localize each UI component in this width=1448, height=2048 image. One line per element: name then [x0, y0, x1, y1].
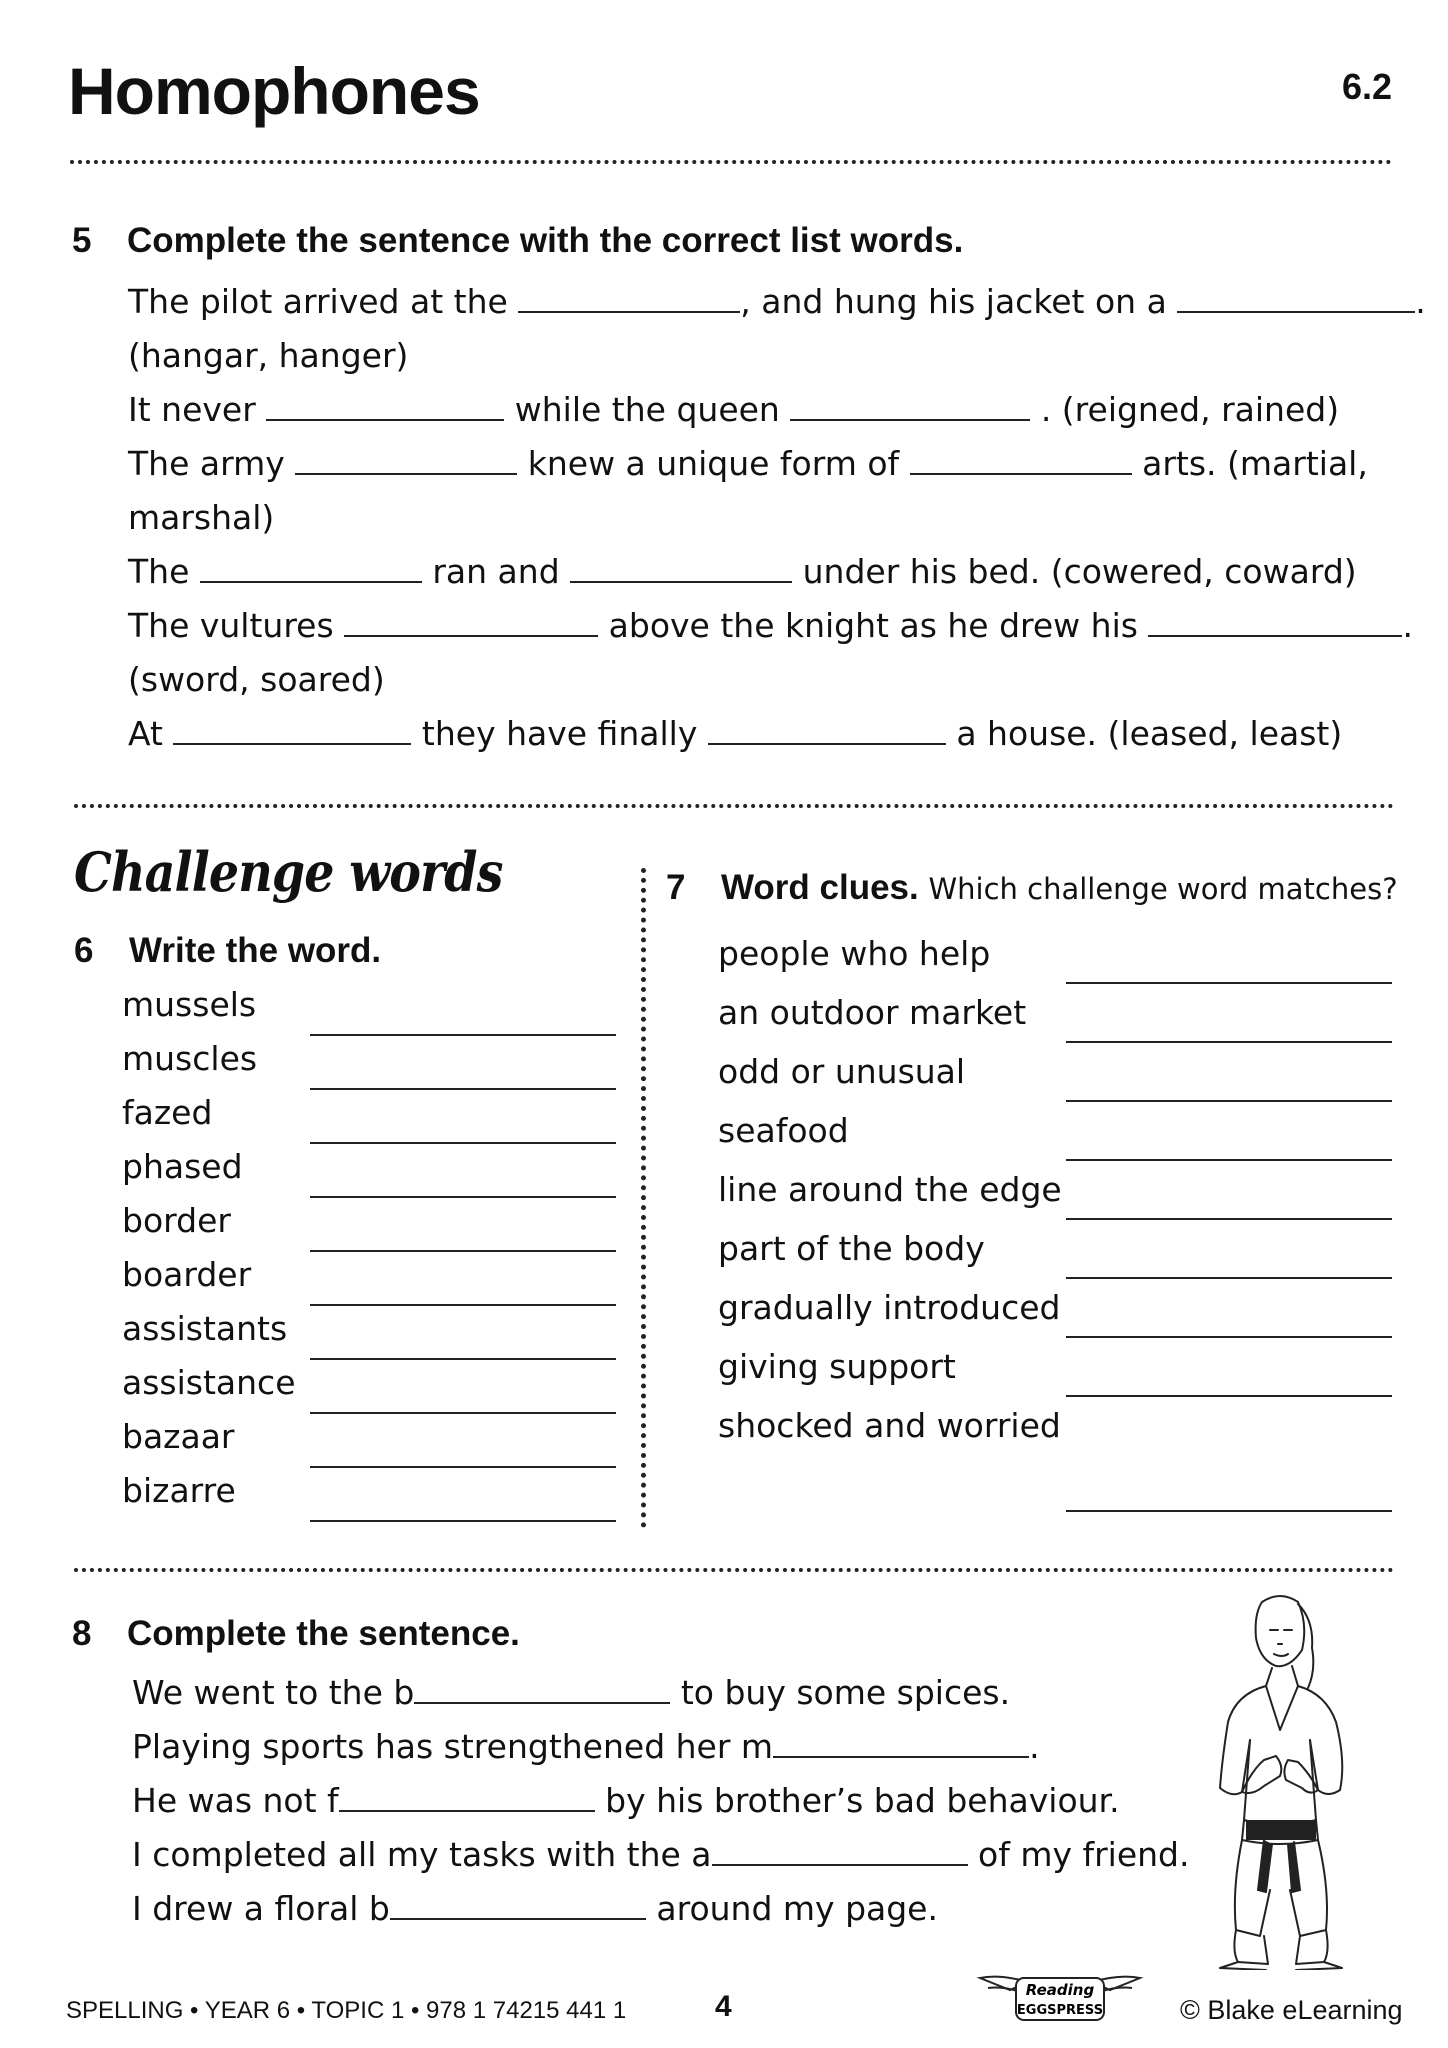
q7-clue: seafood	[718, 1111, 849, 1150]
q6-word: muscles	[122, 1039, 258, 1078]
q8-line: I drew a floral b around my page.	[132, 1889, 938, 1928]
q6-word: fazed	[122, 1093, 213, 1132]
svg-text:Reading: Reading	[1025, 1981, 1095, 1999]
q6-answer-line[interactable]	[310, 1088, 616, 1090]
topic-code: 6.2	[1341, 66, 1392, 107]
divider	[70, 160, 1392, 164]
q5-line: (hangar, hanger)	[128, 336, 409, 375]
q7-clue: an outdoor market	[718, 993, 1027, 1032]
q6-answer-line[interactable]	[310, 1358, 616, 1360]
q6-answer-line[interactable]	[310, 1412, 616, 1414]
q6-word: assistants	[122, 1309, 288, 1348]
q5-line: marshal)	[128, 498, 275, 537]
divider	[74, 1568, 1394, 1572]
column-divider	[641, 868, 646, 1528]
q5-line: The ran and under his bed. (cowered, coward)	[128, 552, 1357, 591]
q5-line: It never while the queen . (reigned, rained)	[128, 390, 1340, 429]
q7-clue: shocked and worried	[718, 1406, 1061, 1445]
q8-line: We went to the b to buy some spices.	[132, 1673, 1011, 1712]
q6-answer-line[interactable]	[310, 1466, 616, 1468]
q5-line: (sword, soared)	[128, 660, 385, 699]
q8-line: I completed all my tasks with the a of my friend.	[132, 1835, 1190, 1874]
q7-answer-line[interactable]	[1066, 982, 1392, 984]
q7-answer-line[interactable]	[1066, 1336, 1392, 1338]
q6-answer-line[interactable]	[310, 1196, 616, 1198]
martial-artist-illustration	[1180, 1590, 1380, 1970]
svg-text:EGGSPRESS: EGGSPRESS	[1016, 2003, 1104, 2018]
page-title: Homophones	[68, 54, 480, 128]
q5-line: The pilot arrived at the , and hung his jacket on a .	[128, 282, 1426, 321]
q8-line: Playing sports has strengthened her m .	[132, 1727, 1040, 1766]
q5-line: The vultures above the knight as he drew his .	[128, 606, 1413, 645]
q7-answer-line[interactable]	[1066, 1218, 1392, 1220]
divider	[74, 804, 1394, 808]
q6-word: mussels	[122, 985, 257, 1024]
q8-line: He was not f by his brother’s bad behaviour.	[132, 1781, 1120, 1820]
q8-sentences	[132, 1666, 1190, 1936]
page-number: 4	[715, 1990, 732, 2023]
q6-word: phased	[122, 1147, 243, 1186]
q8-heading: 8 Complete the sentence.	[72, 1614, 520, 1653]
q6-answer-line[interactable]	[310, 1304, 616, 1306]
q7-clue: giving support	[718, 1347, 956, 1386]
q5-line: The army knew a unique form of arts. (martial,	[128, 444, 1368, 483]
q6-answer-line[interactable]	[310, 1034, 616, 1036]
q6-word: bizarre	[122, 1471, 236, 1510]
q7-answer-line[interactable]	[1066, 1510, 1392, 1512]
reading-eggspress-logo	[970, 1968, 1150, 2032]
q6-word: assistance	[122, 1363, 296, 1402]
q7-clue: part of the body	[718, 1229, 985, 1268]
q6-word: bazaar	[122, 1417, 235, 1456]
q5-sentences	[128, 275, 1426, 761]
q5-heading: 5 Complete the sentence with the correct list words.	[72, 221, 964, 260]
q7-clue: people who help	[718, 934, 991, 973]
q7-clue: odd or unusual	[718, 1052, 966, 1091]
q6-heading: 6 Write the word.	[74, 931, 382, 970]
q6-word: border	[122, 1201, 231, 1240]
footer-book-info: SPELLING • YEAR 6 • TOPIC 1 • 978 1 74215 441 1	[66, 1997, 627, 2024]
q7-answer-line[interactable]	[1066, 1159, 1392, 1161]
q5-line: At they have finally a house. (leased, least)	[128, 714, 1343, 753]
copyright: © Blake eLearning	[1180, 1995, 1403, 2025]
q7-answer-line[interactable]	[1066, 1100, 1392, 1102]
q6-answer-line[interactable]	[310, 1142, 616, 1144]
q7-answer-line[interactable]	[1066, 1041, 1392, 1043]
q7-answer-line[interactable]	[1066, 1277, 1392, 1279]
q7-answer-line[interactable]	[1066, 1395, 1392, 1397]
q6-answer-line[interactable]	[310, 1520, 616, 1522]
q6-word: boarder	[122, 1255, 252, 1294]
q7-clue: gradually introduced	[718, 1288, 1061, 1327]
q7-heading: 7 Word clues. Which challenge word matches?	[666, 868, 1398, 907]
q6-answer-line[interactable]	[310, 1250, 616, 1252]
q7-clue: line around the edge	[718, 1170, 1062, 1209]
challenge-title: Challenge words	[74, 840, 503, 904]
